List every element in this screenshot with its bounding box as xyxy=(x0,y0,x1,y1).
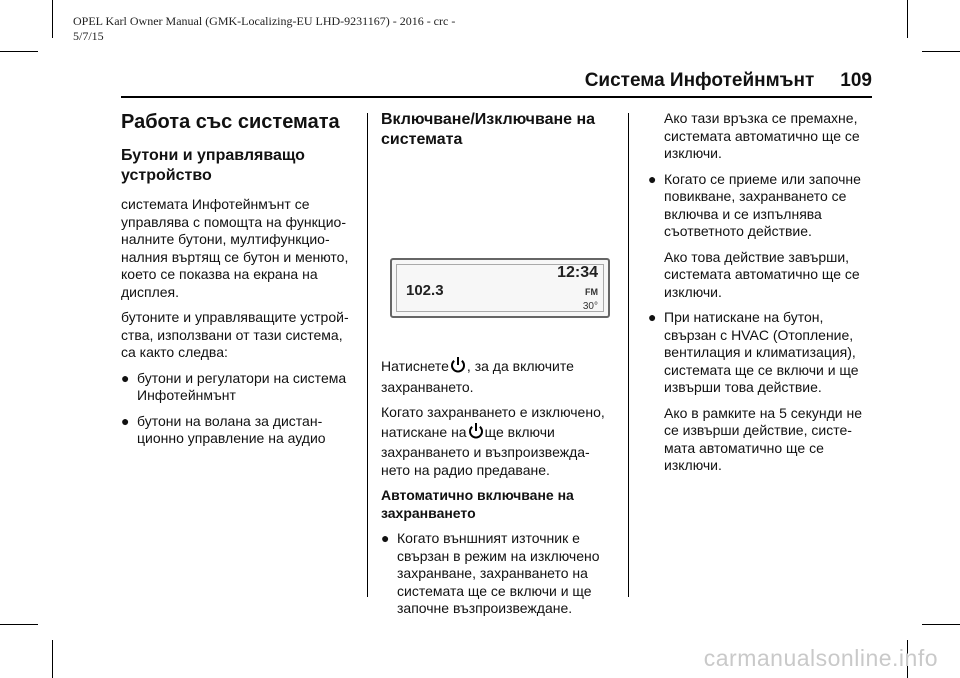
display-temperature: 30° xyxy=(582,301,598,312)
crop-mark xyxy=(52,640,53,678)
power-icon xyxy=(450,356,466,379)
bullet-icon: ● xyxy=(381,530,390,546)
header-rule xyxy=(121,96,872,98)
bullet-text: При натискане на бутон, свързан с HVAC (Отопление, вентилация и климатизация), системата ще се включи и ще извърши това действие. xyxy=(664,309,859,395)
section-subtitle: Бутони и управляващо устройство xyxy=(121,147,305,184)
document-meta xyxy=(73,14,455,44)
bullet-text: бутони и регулатори на система Инфотейнмънт xyxy=(137,369,347,403)
bullet-item xyxy=(121,413,361,448)
indented-paragraph: Ако в рамките на 5 секунди не се извърши действие, систе-мата автоматично ще се изключи. xyxy=(664,404,862,473)
bullet-text: Когато се приеме или започне повикване, захранването се включва и се изпълнява съответното действие. xyxy=(664,170,861,239)
column-1 xyxy=(121,110,361,456)
display-frequency: 102.3 xyxy=(406,282,444,299)
paragraph: Когато захранването е изключено, натискане на ще включи захранването и възпроизвежда-нето на радио предаване. xyxy=(381,404,605,478)
crop-mark xyxy=(922,51,960,52)
radio-display-illustration xyxy=(390,258,610,318)
crop-mark xyxy=(52,0,53,38)
paragraph: бутоните и управляващите устрой-ства, използвани от тази система, са както следва: xyxy=(121,309,349,360)
running-header xyxy=(585,70,872,92)
running-title: Система Инфотейнмънт xyxy=(584,70,815,91)
bullet-text: Когато външният източник е свързан в режим на изключено захранване, захранването на системата ще се включи и ще започне възпроизвеждане. xyxy=(397,530,600,616)
column-3 xyxy=(648,110,876,483)
bullet-text: бутони на волана за дистан-ционно управление на аудио xyxy=(137,412,326,446)
section-title: Работа със системата xyxy=(121,111,340,133)
meta-line-2: 5/7/15 xyxy=(73,29,104,43)
paragraph: системата Инфотейнмънт се управлява с помощта на функцио-налните бутони, мултифункцио-налния въртящ се бутон и менюто, което се показва на екрана на дисплея. xyxy=(121,196,349,300)
section-title: Включване/Изключване на системата xyxy=(381,111,596,148)
paragraph: Ако тази връзка се премахне, системата автоматично ще се изключи. xyxy=(664,110,860,161)
crop-mark xyxy=(0,624,38,625)
bullet-icon: ● xyxy=(648,170,657,187)
crop-mark xyxy=(907,0,908,38)
bullet-item xyxy=(381,530,613,618)
display-fm-icon: FM xyxy=(585,287,598,297)
power-icon xyxy=(468,422,484,445)
crop-mark xyxy=(922,624,960,625)
watermark: carmanualsonline.info xyxy=(703,645,938,671)
column-divider xyxy=(367,113,368,597)
column-2 xyxy=(381,110,613,626)
bullet-item xyxy=(648,171,876,241)
bullet-icon: ● xyxy=(121,412,130,429)
meta-line-1: OPEL Karl Owner Manual (GMK-Localizing-EU LHD-9231167) - 2016 - crc - xyxy=(73,14,456,28)
bullet-item xyxy=(648,309,876,397)
subsection-title: Автоматично включване на захранването xyxy=(381,487,574,521)
bullet-icon: ● xyxy=(648,309,657,325)
bullet-item xyxy=(121,370,361,405)
column-divider xyxy=(628,113,629,597)
crop-mark xyxy=(0,51,38,52)
page-number: 109 xyxy=(840,70,872,91)
indented-paragraph: Ако това действие завърши, системата автоматично ще се изключи. xyxy=(664,248,860,300)
display-clock: 12:34 xyxy=(557,264,598,281)
bullet-icon: ● xyxy=(121,369,130,386)
paragraph: Натиснете , за да включите захранването. xyxy=(381,358,574,395)
